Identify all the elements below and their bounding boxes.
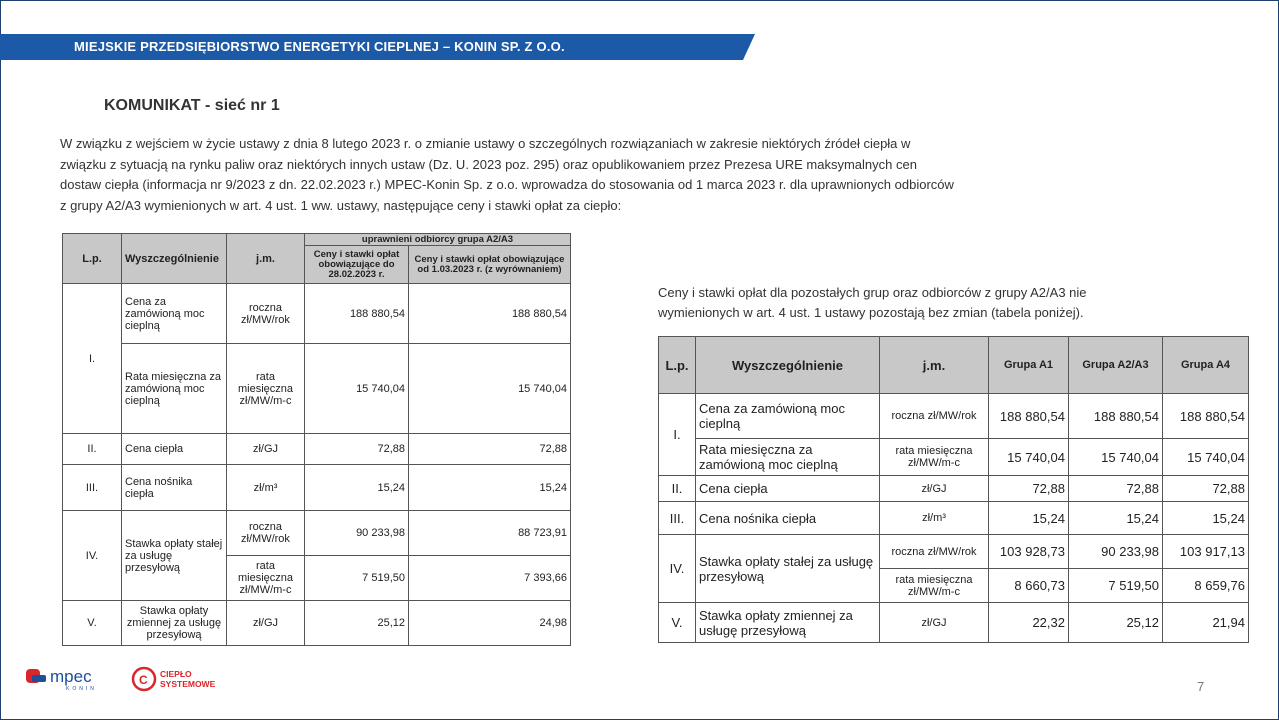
t2-header-a2: Grupa A2/A3: [1069, 337, 1163, 394]
value-cell: 15 740,04: [989, 439, 1069, 476]
value-cell: 15,24: [409, 465, 571, 511]
value-cell: 72,88: [1163, 476, 1249, 502]
price-table-all-groups: [658, 336, 1249, 643]
unit-cell: roczna zł/MW/rok: [880, 394, 989, 439]
value-cell: 188 880,54: [409, 284, 571, 344]
value-cell: 15 740,04: [409, 344, 571, 434]
value-cell: 7 519,50: [305, 556, 409, 601]
unit-cell: rata miesięczna zł/MW/m-c: [880, 439, 989, 476]
lp-cell: V.: [659, 603, 696, 643]
intro-paragraph: W związku z wejściem w życie ustawy z dnia 8 lutego 2023 r. o zmianie ustawy o szczególnych rozwiązaniach w zakresie niektórych źródeł ciepła w związku z sytuacją na rynku paliw oraz niektórych innych ustaw (Dz. U. 2023 poz. 295) oraz opublikowaniem przez Prezesa URE maksymalnych cen dostaw ciepła (informacja nr 9/2023 z dn. 22.02.2023 r.) MPEC-Konin Sp. z o.o. wprowadza do stosowania od 1 marca 2023 r. dla uprawnionych odbiorców z grupy A2/A3 wymienionych w art. 4 ust. 1 ww. ustawy, następujące ceny i stawki opłat za ciepło:: [60, 136, 954, 213]
table-row: [63, 601, 571, 646]
table-row: [659, 439, 1249, 476]
value-cell: 88 723,91: [409, 511, 571, 556]
table-row: [659, 476, 1249, 502]
value-cell: 72,88: [305, 434, 409, 465]
t2-header-lp: L.p.: [659, 337, 696, 394]
unit-cell: zł/GJ: [227, 601, 305, 646]
mpec-logo-text: mpec: [50, 667, 92, 686]
lp-cell: II.: [659, 476, 696, 502]
lp-cell: I.: [63, 284, 122, 434]
table-row: [659, 394, 1249, 439]
t2-header-item: Wyszczególnienie: [696, 337, 880, 394]
lp-cell: III.: [659, 502, 696, 535]
price-table-a2a3: [62, 233, 571, 646]
cieplo-systemowe-logo: [130, 664, 222, 699]
unit-cell: zł/m³: [227, 465, 305, 511]
mpec-logo-subtext: KONIN: [66, 686, 97, 692]
value-cell: 103 928,73: [989, 535, 1069, 569]
value-cell: 15,24: [1069, 502, 1163, 535]
t1-header-unit: j.m.: [227, 234, 305, 284]
item-cell: Stawka opłaty stałej za usługę przesyłową: [696, 535, 880, 603]
item-cell: Rata miesięczna za zamówioną moc cieplną: [696, 439, 880, 476]
t2-header-unit: j.m.: [880, 337, 989, 394]
value-cell: 15 740,04: [305, 344, 409, 434]
item-cell: Cena nośnika ciepła: [696, 502, 880, 535]
lp-cell: III.: [63, 465, 122, 511]
other-groups-note: Ceny i stawki opłat dla pozostałych grup oraz odbiorców z grupy A2/A3 nie wymienionych w art. 4 ust. 1 ustawy pozostają bez zmian (tabela poniżej).: [658, 285, 1087, 320]
value-cell: 188 880,54: [989, 394, 1069, 439]
value-cell: 15 740,04: [1163, 439, 1249, 476]
mpec-logo: [26, 666, 110, 697]
value-cell: 25,12: [305, 601, 409, 646]
t2-header-a4: Grupa A4: [1163, 337, 1249, 394]
item-cell: Cena ciepła: [696, 476, 880, 502]
table-row: [63, 511, 571, 556]
page-title: KOMUNIKAT - sieć nr 1: [104, 97, 280, 114]
unit-cell: zł/GJ: [227, 434, 305, 465]
lp-cell: IV.: [63, 511, 122, 601]
svg-text:C: C: [139, 673, 148, 687]
value-cell: 15,24: [305, 465, 409, 511]
value-cell: 90 233,98: [1069, 535, 1163, 569]
t2-header-a1: Grupa A1: [989, 337, 1069, 394]
item-cell: Stawka opłaty zmiennej za usługę przesyłową: [696, 603, 880, 643]
cieplo-logo-line1: CIEPŁO: [160, 669, 192, 679]
value-cell: 90 233,98: [305, 511, 409, 556]
unit-cell: roczna zł/MW/rok: [880, 535, 989, 569]
unit-cell: roczna zł/MW/rok: [227, 284, 305, 344]
unit-cell: zł/GJ: [880, 603, 989, 643]
value-cell: 8 660,73: [989, 569, 1069, 603]
value-cell: 72,88: [1069, 476, 1163, 502]
t1-header-group: uprawnieni odbiorcy grupa A2/A3: [305, 234, 571, 246]
unit-cell: zł/GJ: [880, 476, 989, 502]
value-cell: 21,94: [1163, 603, 1249, 643]
table-row: [659, 535, 1249, 569]
value-cell: 188 880,54: [1163, 394, 1249, 439]
value-cell: 15,24: [1163, 502, 1249, 535]
lp-cell: IV.: [659, 535, 696, 603]
cieplo-logo-line2: SYSTEMOWE: [160, 679, 216, 689]
value-cell: 7 393,66: [409, 556, 571, 601]
unit-cell: zł/m³: [880, 502, 989, 535]
lp-cell: II.: [63, 434, 122, 465]
t1-header-item: Wyszczególnienie: [122, 234, 227, 284]
unit-cell: rata miesięczna zł/MW/m-c: [227, 344, 305, 434]
unit-cell: rata miesięczna zł/MW/m-c: [227, 556, 305, 601]
table-row: [63, 284, 571, 344]
company-name: MIEJSKIE PRZEDSIĘBIORSTWO ENERGETYKI CIEPLNEJ – KONIN SP. Z O.O.: [74, 39, 565, 54]
table-row: [63, 434, 571, 465]
table-row: [63, 465, 571, 511]
lp-cell: I.: [659, 394, 696, 476]
item-cell: Cena nośnika ciepła: [122, 465, 227, 511]
table-row: [63, 344, 571, 434]
value-cell: 103 917,13: [1163, 535, 1249, 569]
value-cell: 188 880,54: [1069, 394, 1163, 439]
page-number: 7: [1197, 679, 1205, 694]
value-cell: 22,32: [989, 603, 1069, 643]
item-cell: Stawka opłaty zmiennej za usługę przesyłową: [122, 601, 227, 646]
value-cell: 72,88: [409, 434, 571, 465]
item-cell: Cena za zamówioną moc cieplną: [696, 394, 880, 439]
value-cell: 25,12: [1069, 603, 1163, 643]
item-cell: Stawka opłaty stałej za usługę przesyłową: [122, 511, 227, 601]
value-cell: 15,24: [989, 502, 1069, 535]
unit-cell: roczna zł/MW/rok: [227, 511, 305, 556]
value-cell: 188 880,54: [305, 284, 409, 344]
table-row: [659, 502, 1249, 535]
table-row: [659, 603, 1249, 643]
item-cell: Cena ciepła: [122, 434, 227, 465]
unit-cell: rata miesięczna zł/MW/m-c: [880, 569, 989, 603]
value-cell: 24,98: [409, 601, 571, 646]
item-cell: Rata miesięczna za zamówioną moc cieplną: [122, 344, 227, 434]
value-cell: 8 659,76: [1163, 569, 1249, 603]
header-banner: [0, 34, 755, 60]
t1-header-before: Ceny i stawki opłat obowiązujące do 28.02.2023 r.: [305, 246, 409, 284]
item-cell: Cena za zamówioną moc cieplną: [122, 284, 227, 344]
t1-header-lp: L.p.: [63, 234, 122, 284]
value-cell: 15 740,04: [1069, 439, 1163, 476]
value-cell: 7 519,50: [1069, 569, 1163, 603]
lp-cell: V.: [63, 601, 122, 646]
t1-header-after: Ceny i stawki opłat obowiązujące od 1.03.2023 r. (z wyrównaniem): [409, 246, 571, 284]
value-cell: 72,88: [989, 476, 1069, 502]
